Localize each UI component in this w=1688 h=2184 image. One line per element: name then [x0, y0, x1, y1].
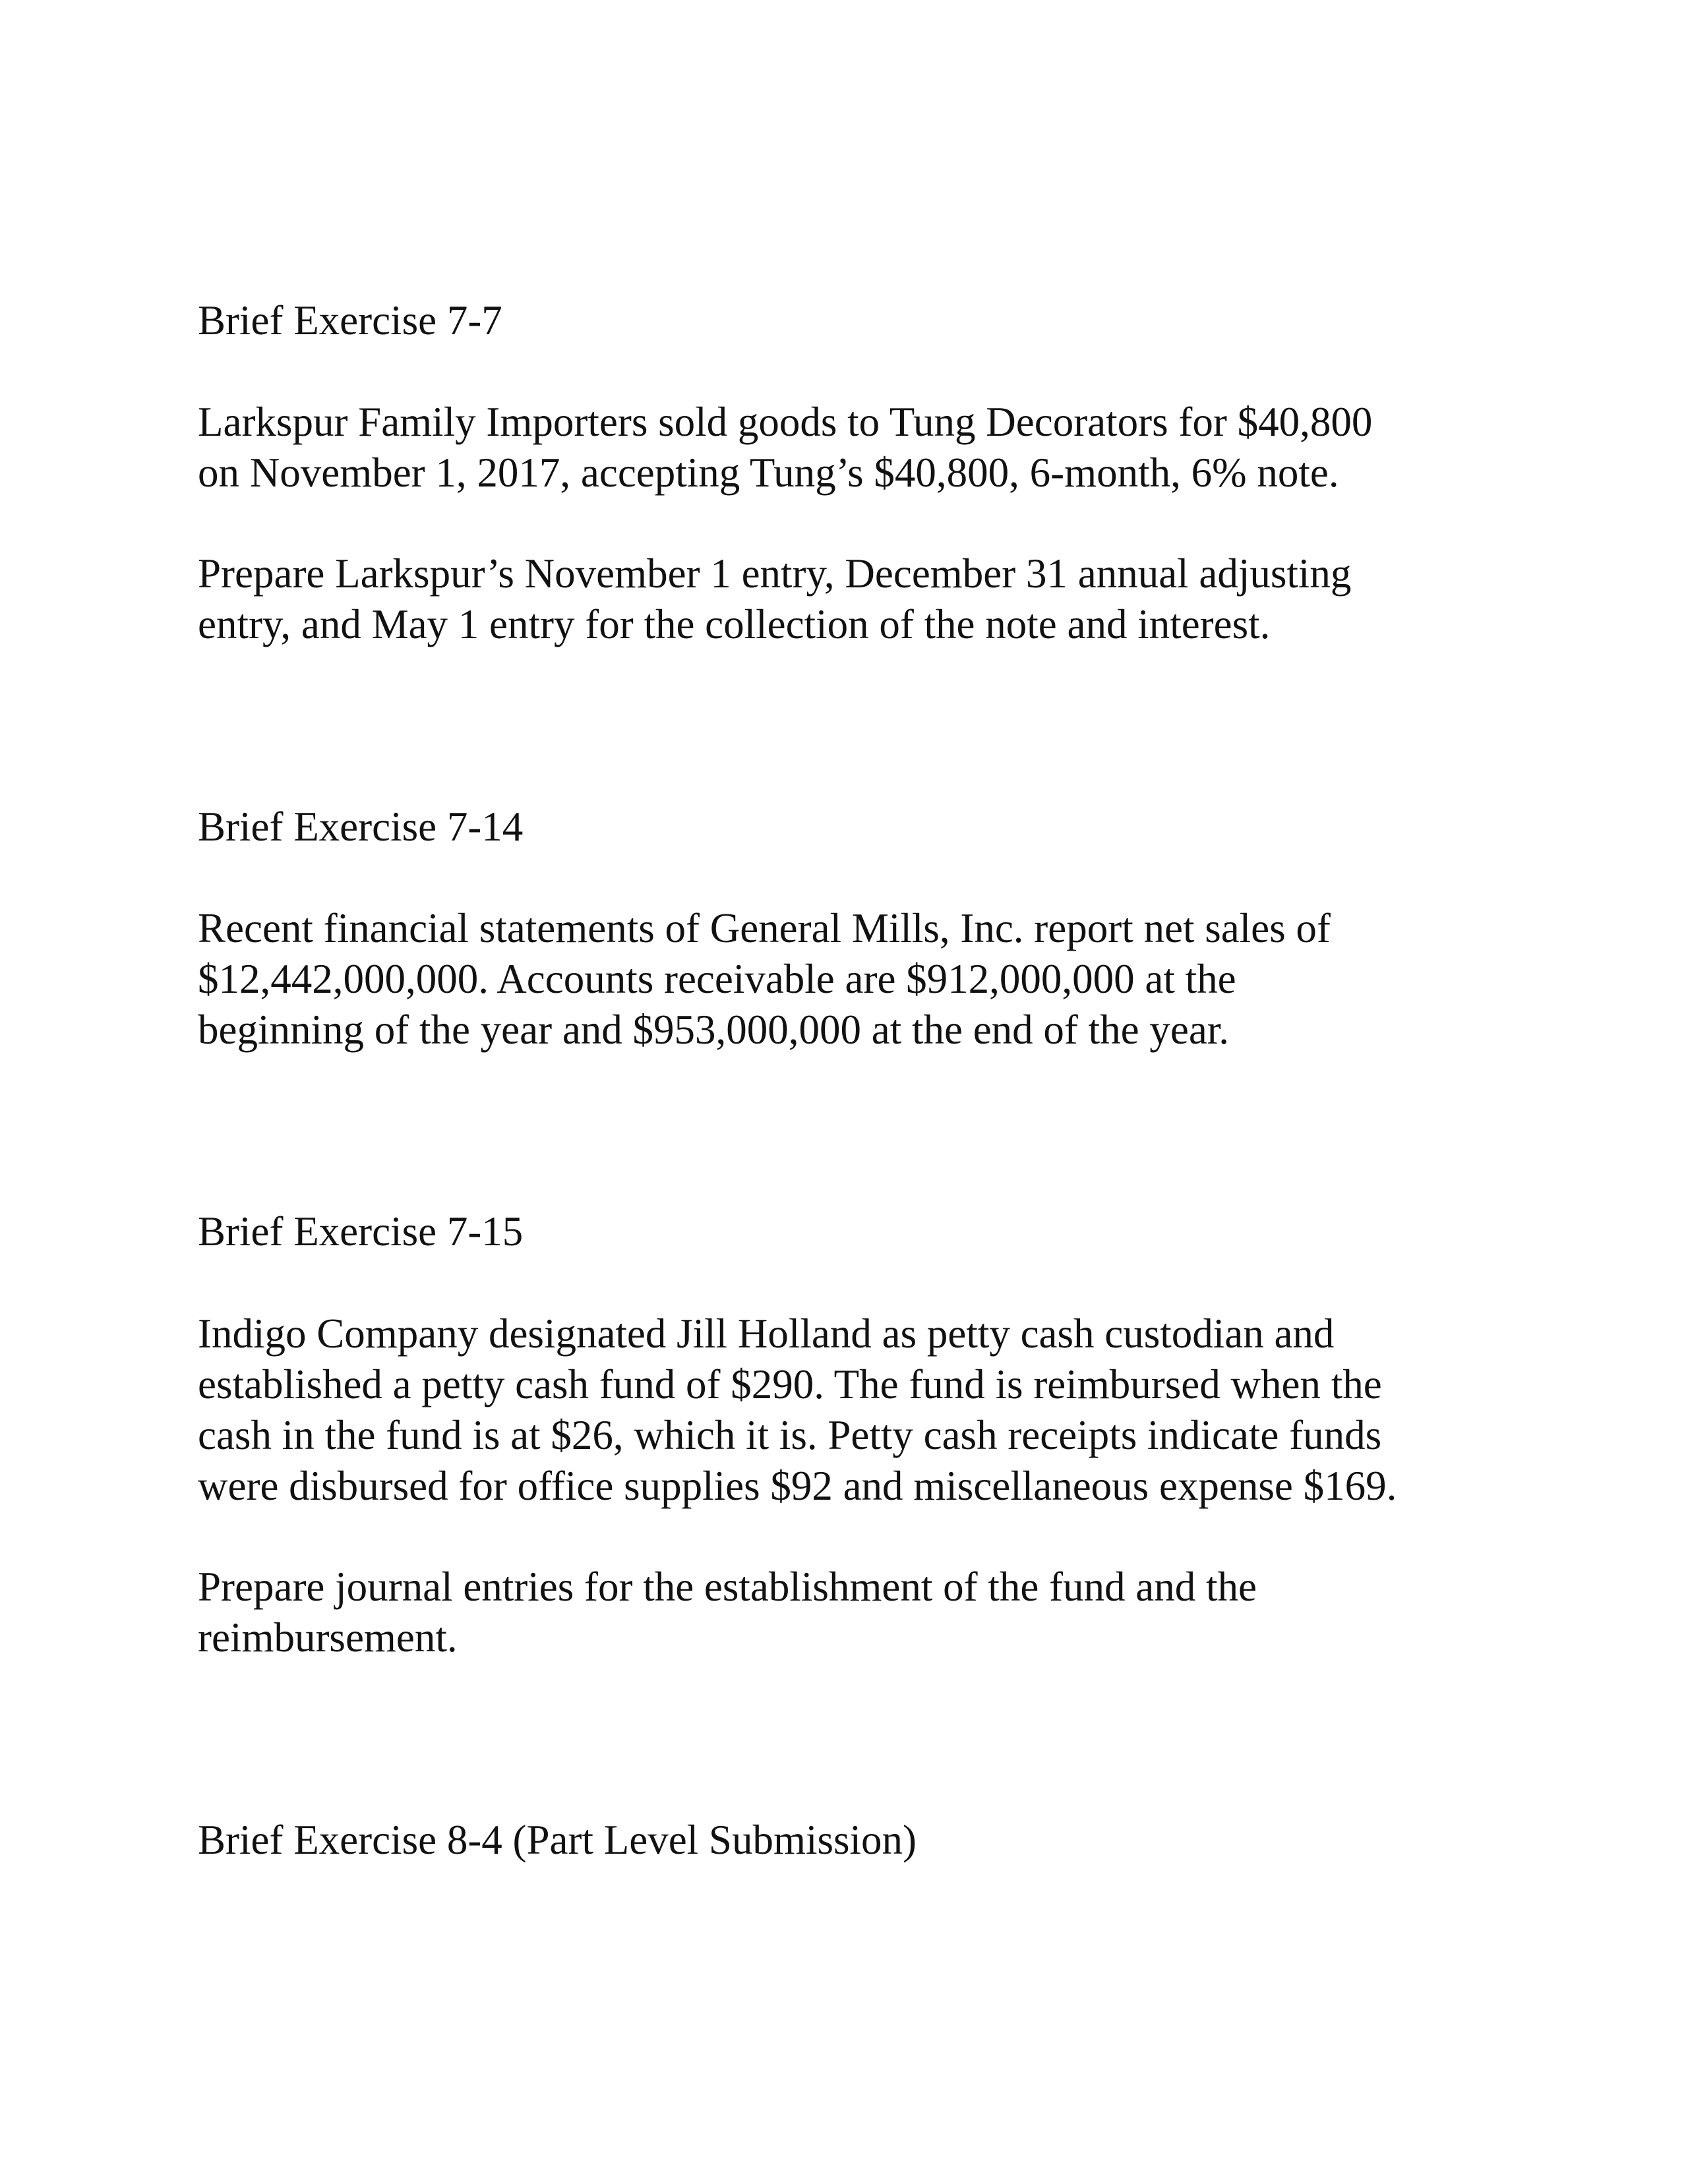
exercise-7-7-problem-text: Larkspur Family Importers sold goods to Tung Decorators for $40,800 on November 1, 2017, accepting Tung’s $40,800, 6-month, 6% note. — [198, 399, 1373, 496]
exercise-7-15-problem-text: Indigo Company designated Jill Holland as petty cash custodian and established a petty cash fund of $290. The fund is reimbursed when the cash in the fund is at $26, which it is. Petty cash receipts indicate funds were disbursed for office supplies $92 and miscellaneous expense $169. — [198, 1311, 1397, 1509]
exercise-7-7-instructions: Prepare Larkspur’s November 1 entry, December 31 annual adjusting entry, and May 1 entry for the collection of the note and interest. — [198, 550, 1352, 647]
exercise-7-14-heading: Brief Exercise 7-14 — [198, 804, 524, 850]
exercise-7-14-problem-text: Recent financial statements of General Mills, Inc. report net sales of $12,442,000,000. Accounts receivable are $912,000,000 at the beginning of the year and $953,000,000 at the end of the year. — [198, 905, 1331, 1053]
exercise-7-15-instructions: Prepare journal entries for the establishment of the fund and the reimbursement. — [198, 1564, 1257, 1661]
exercise-7-15-heading: Brief Exercise 7-15 — [198, 1208, 524, 1254]
exercise-7-7-heading: Brief Exercise 7-7 — [198, 297, 502, 343]
exercise-8-4-heading: Brief Exercise 8-4 (Part Level Submission) — [198, 1817, 917, 1863]
